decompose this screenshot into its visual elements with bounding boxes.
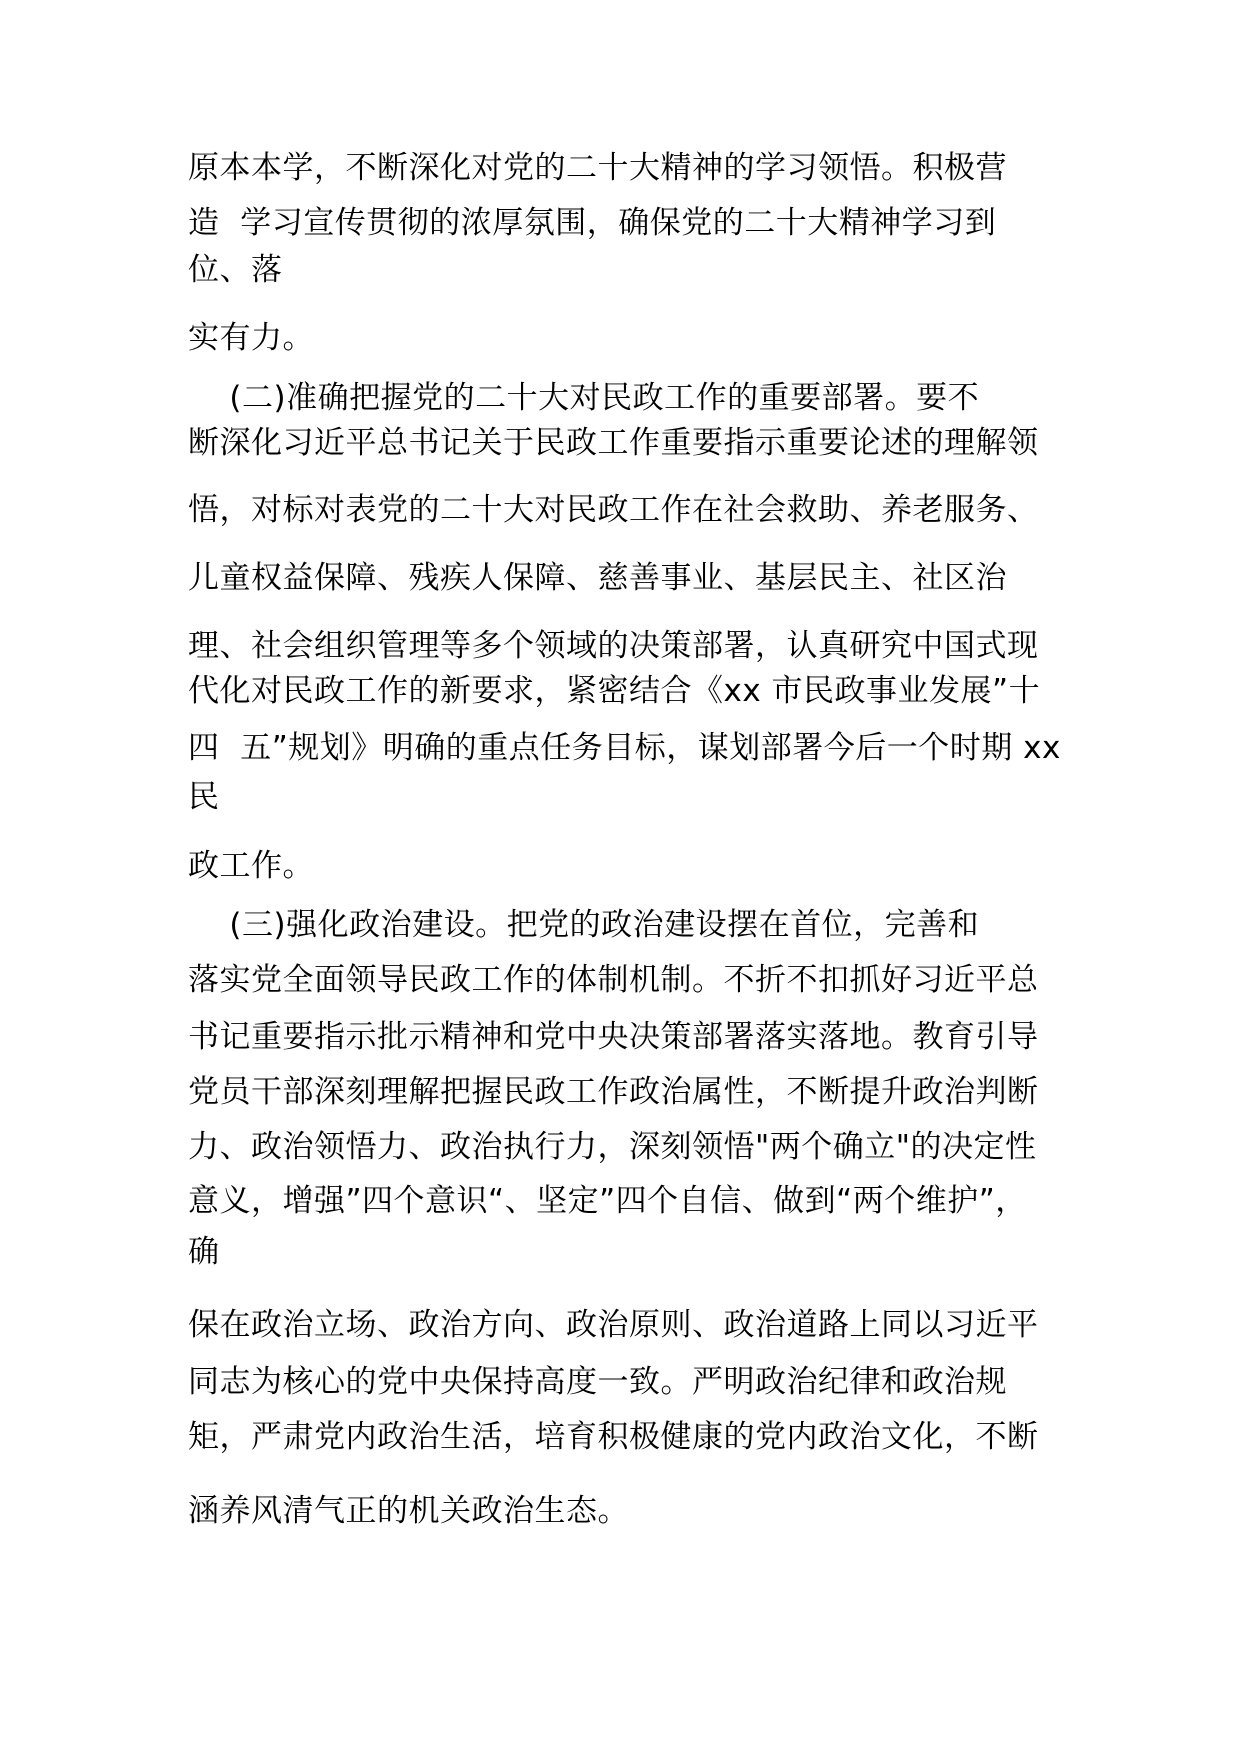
text-line: 儿童权益保障、残疾人保障、慈善事业、基层民主、社区治 [188, 560, 1007, 596]
text-line: (二)准确把握党的二十大对民政工作的重要部署。要不 [188, 380, 980, 416]
text-line: 代化对民政工作的新要求，紧密结合《xx 市民政事业发展”十 [188, 673, 1041, 709]
text-line: 党员干部深刻理解把握民政工作政治属性，不断提升政治判断 [188, 1074, 1039, 1110]
text-line: 确 [188, 1234, 220, 1270]
text-line: 断深化习近平总书记关于民政工作重要指示重要论述的理解领 [188, 425, 1039, 461]
text-line: 位、落 [188, 252, 283, 288]
text-line: 书记重要指示批示精神和党中央决策部署落实落地。教育引导 [188, 1019, 1039, 1055]
text-line: 原本本学，不断深化对党的二十大精神的学习领悟。积极营 [188, 150, 1007, 186]
text-line: 理、社会组织管理等多个领域的决策部署，认真研究中国式现 [188, 628, 1039, 664]
text-line: 同志为核心的党中央保持高度一致。严明政治纪律和政治规 [188, 1364, 1007, 1400]
text-line: 意义，增强”四个意识“、坚定”四个自信、做到“两个维护”， [188, 1183, 1027, 1219]
text-line: 落实党全面领导民政工作的体制机制。不折不扣抓好习近平总 [188, 962, 1039, 998]
text-line: 力、政治领悟力、政治执行力，深刻领悟"两个确立"的决定性 [188, 1129, 1037, 1165]
text-line: 涵养风清气正的机关政治生态。 [188, 1493, 629, 1529]
text-line: 造 学习宣传贯彻的浓厚氛围，确保党的二十大精神学习到 [188, 205, 997, 241]
text-line: 实有力。 [188, 320, 314, 356]
text-line: (三)强化政治建设。把党的政治建设摆在首位，完善和 [188, 907, 980, 943]
text-line: 四 五”规划》明确的重点任务目标，谋划部署今后一个时期 xx [188, 730, 1061, 766]
text-line: 保在政治立场、政治方向、政治原则、政治道路上同以习近平 [188, 1307, 1039, 1343]
text-line: 悟，对标对表党的二十大对民政工作在社会救助、养老服务、 [188, 492, 1039, 528]
text-line: 矩，严肃党内政治生活，培育积极健康的党内政治文化，不断 [188, 1419, 1039, 1455]
text-line: 民 [188, 779, 220, 815]
text-line: 政工作。 [188, 848, 314, 884]
